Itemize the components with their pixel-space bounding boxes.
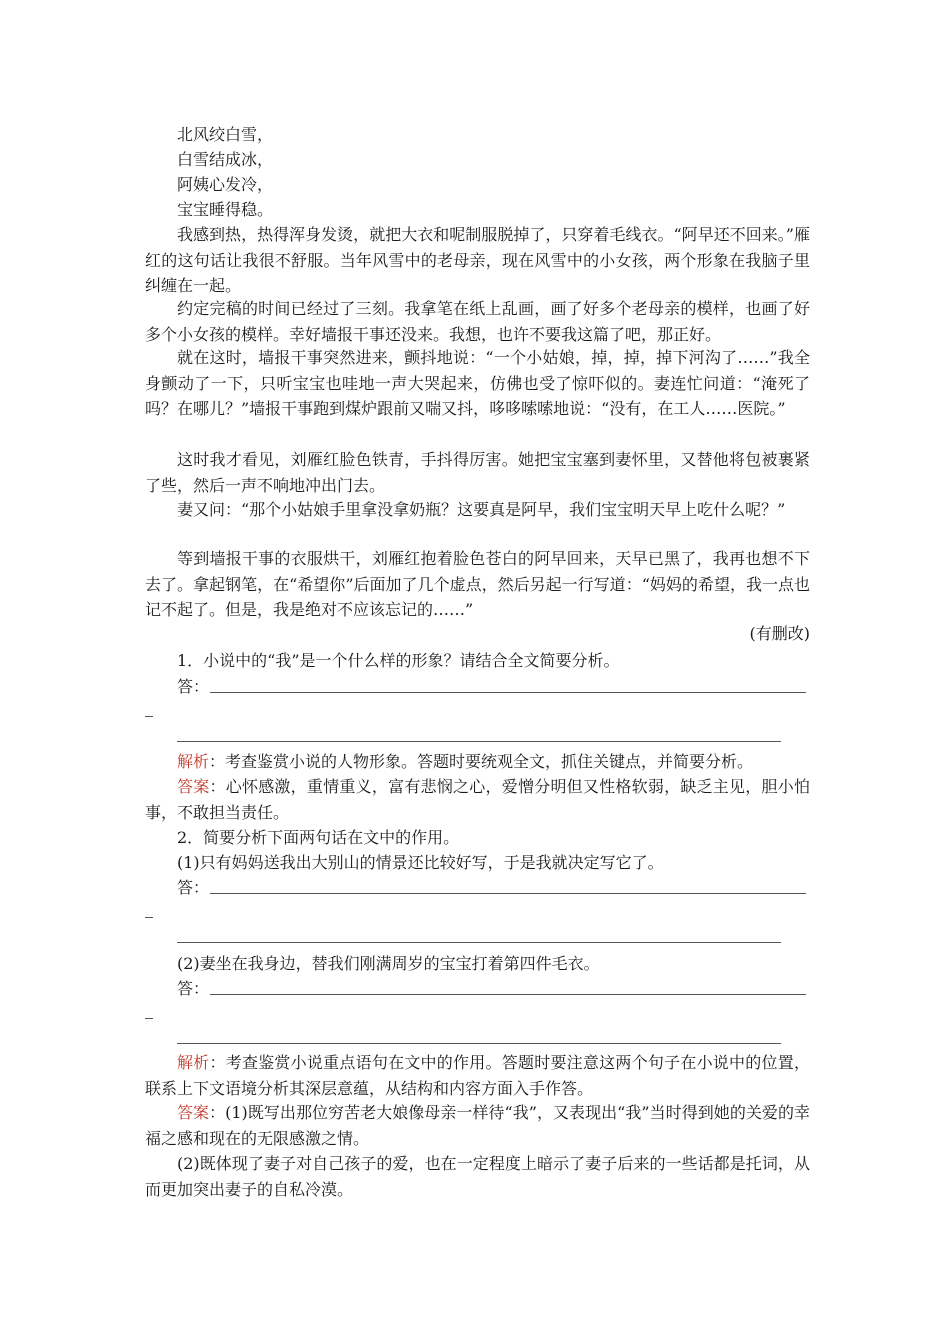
poem-line: 北风绞白雪，	[177, 125, 274, 144]
answer-prompt: 答：	[177, 878, 210, 897]
analysis-1	[145, 749, 810, 774]
poem-line: 白雪结成冰，	[177, 150, 274, 169]
analysis-label: 解析	[177, 752, 210, 771]
answer-1	[145, 774, 810, 825]
story-paragraph: 妻又问：“那个小姑娘手里拿没拿奶瓶？这要真是阿早，我们宝宝明天早上吃什么呢？”	[177, 500, 786, 519]
poem-line: 宝宝睡得稳。	[177, 200, 274, 219]
analysis-text: ：考查鉴赏小说的人物形象。答题时要统观全文，抓住关键点，并简要分析。	[209, 752, 754, 771]
story-paragraph: 这时我才看见，刘雁红脸色铁青，手抖得厉害。她把宝宝塞到妻怀里，又替他将包被裹紧了些，然后一声不响地冲出门去。	[145, 450, 810, 495]
answer-prompt: 答：	[177, 979, 210, 998]
answer-line[interactable]	[177, 741, 781, 742]
line-dash	[145, 1018, 153, 1019]
answer-line[interactable]	[210, 893, 806, 894]
answer-2-part-1	[145, 1100, 810, 1151]
story-paragraph: 约定完稿的时间已经过了三刻。我拿笔在纸上乱画，画了好多个老母亲的模样，也画了好多个小女孩的模样。幸好墙报干事还没来。我想，也许不要我这篇了吧，那正好。	[145, 299, 810, 344]
answer-2-part-2: (2)既体现了妻子对自己孩子的爱，也在一定程度上暗示了妻子后来的一些话都是托词，从而更加突出妻子的自私冷漠。	[145, 1154, 810, 1199]
question-2-sub-1: (1)只有妈妈送我出大别山的情景还比较好写，于是我就决定写它了。	[177, 853, 664, 872]
poem-line: 阿姨心发冷，	[177, 175, 274, 194]
source-note: (有删改)	[749, 624, 810, 643]
analysis-text: ：考查鉴赏小说重点语句在文中的作用。答题时要注意这两个句子在小说中的位置，联系上下文语境分析其深层意蕴，从结构和内容方面入手作答。	[145, 1053, 810, 1098]
answer-text: ：(1)既写出那位穷苦老大娘像母亲一样待“我”，又表现出“我”当时得到她的关爱的幸福之感和现在的无限感激之情。	[145, 1103, 810, 1148]
question-2: 2．简要分析下面两句话在文中的作用。	[177, 828, 460, 847]
answer-label: 答案	[177, 777, 210, 796]
analysis-label: 解析	[177, 1053, 210, 1072]
line-dash	[145, 716, 153, 717]
line-dash	[145, 917, 153, 918]
answer-prompt: 答：	[177, 677, 210, 696]
answer-line[interactable]	[210, 994, 806, 995]
answer-text: ：心怀感激，重情重义，富有悲悯之心，爱憎分明但又性格软弱，缺乏主见，胆小怕事，不敢担当责任。	[145, 777, 810, 822]
answer-line[interactable]	[177, 1043, 781, 1044]
question-2-sub-2: (2)妻坐在我身边，替我们刚满周岁的宝宝打着第四件毛衣。	[177, 954, 600, 973]
analysis-2	[145, 1050, 810, 1101]
story-paragraph: 我感到热，热得浑身发烫，就把大衣和呢制服脱掉了，只穿着毛线衣。“阿早还不回来。”雁红的这句话让我很不舒服。当年风雪中的老母亲，现在风雪中的小女孩，两个形象在我脑子里纠缠在一起。	[145, 225, 810, 295]
story-paragraph: 就在这时，墙报干事突然进来，颤抖地说：“一个小姑娘，掉，掉，掉下河沟了……”我全身颤动了一下，只听宝宝也哇地一声大哭起来，仿佛也受了惊吓似的。妻连忙问道：“淹死了吗？在哪儿？”墙报干事跑到煤炉跟前又喘又抖，哆哆嗦嗦地说：“没有，在工人……医院。”	[145, 348, 810, 418]
answer-line[interactable]	[177, 942, 781, 943]
answer-line[interactable]	[210, 692, 806, 693]
answer-label: 答案	[177, 1103, 210, 1122]
story-paragraph: 等到墙报干事的衣服烘干，刘雁红抱着脸色苍白的阿早回来，天早已黑了，我再也想不下去了。拿起钢笔，在“希望你”后面加了几个虚点，然后另起一行写道：“妈妈的希望，我一点也记不起了。但是，我是绝对不应该忘记的……”	[145, 549, 810, 619]
question-1: 1．小说中的“我”是一个什么样的形象？请结合全文简要分析。	[177, 651, 620, 670]
